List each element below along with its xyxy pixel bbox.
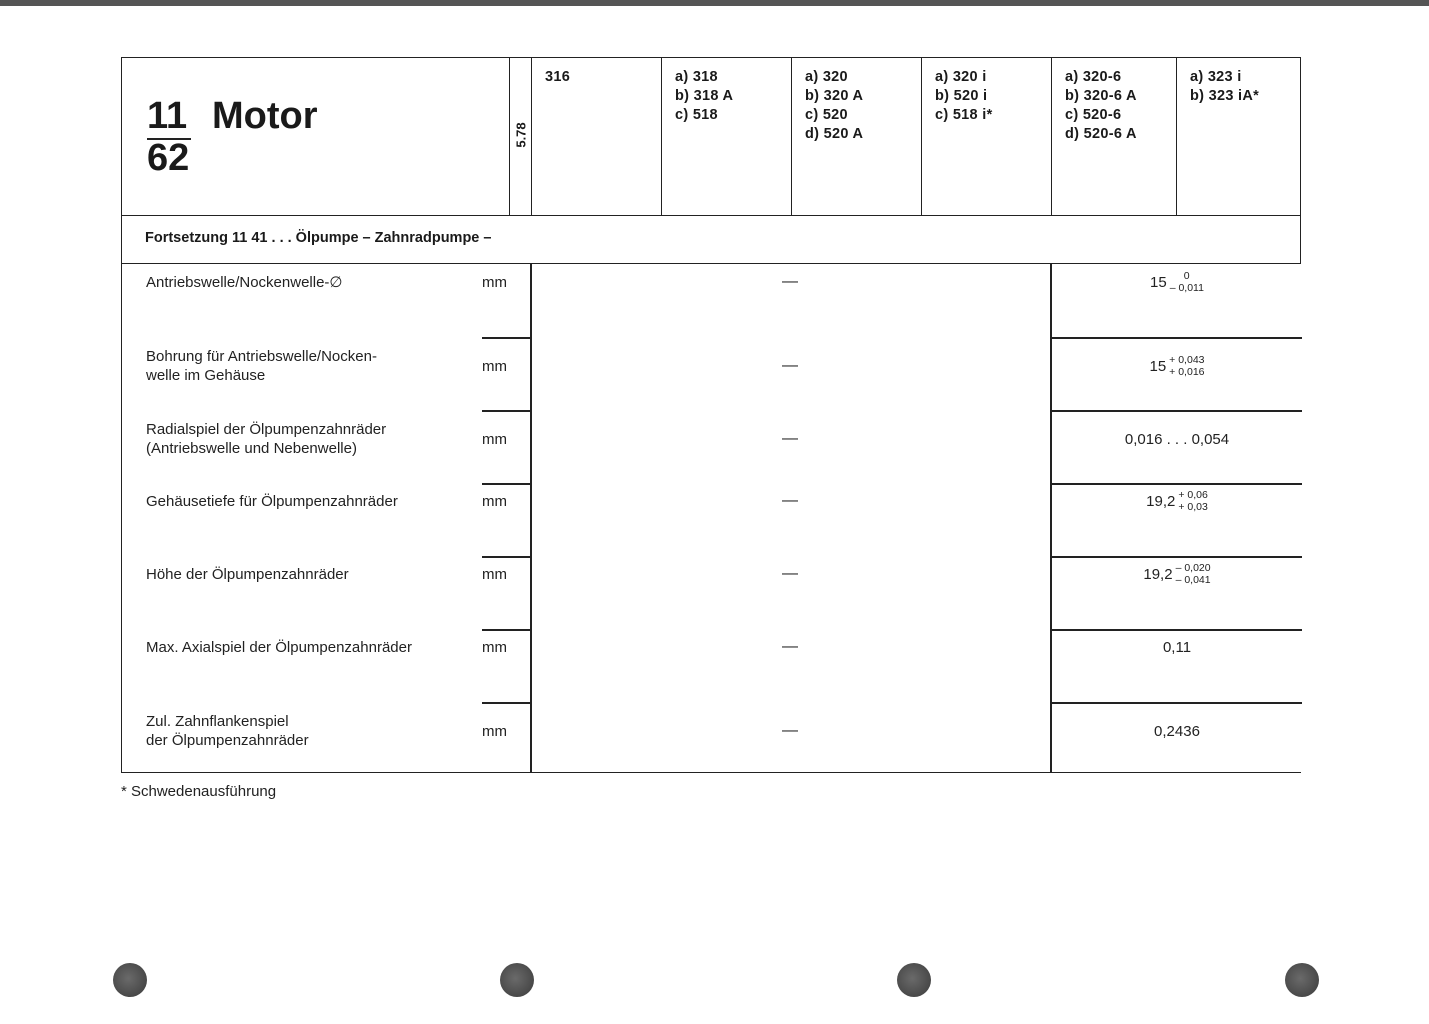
- not-applicable-dash: —: [782, 722, 798, 739]
- model-label: a) 318: [675, 69, 718, 85]
- model-label: a) 320 i: [935, 69, 987, 85]
- spec-value: [1052, 556, 1302, 592]
- table-row: [122, 556, 1302, 629]
- model-label: b) 320 A: [805, 88, 864, 104]
- parameter-line: Höhe der Ölpumpenzahnräder: [146, 566, 349, 583]
- row-separator: [482, 410, 531, 412]
- row-separator: [1050, 702, 1302, 704]
- table-row: [122, 337, 1302, 410]
- model-label: a) 320-6: [1065, 69, 1122, 85]
- parameter-line: Gehäusetiefe für Ölpumpenzahnräder: [146, 493, 398, 510]
- nominal-value: 0,2436: [1154, 722, 1200, 740]
- not-applicable-dash: —: [782, 357, 798, 374]
- table-row: [122, 264, 1302, 337]
- model-column: [1177, 58, 1300, 216]
- not-applicable-dash: —: [782, 273, 798, 290]
- tolerance-upper: 0: [1183, 270, 1190, 282]
- parameter-line: (Antriebswelle und Nebenwelle): [146, 440, 357, 457]
- parameter-label: [146, 273, 342, 292]
- tolerance: [1170, 270, 1204, 294]
- parameter-line: Zul. Zahnflankenspiel: [146, 713, 289, 730]
- parameter-line: Bohrung für Antriebswelle/Nocken-: [146, 348, 377, 365]
- binder-hole: [1285, 963, 1319, 997]
- row-separator: [482, 702, 531, 704]
- table-row: [122, 410, 1302, 483]
- parameter-line: welle im Gehäuse: [146, 367, 266, 384]
- header-box: [121, 57, 1301, 215]
- nominal-value: 19,2: [1146, 492, 1176, 510]
- model-label: b) 323 iA*: [1190, 88, 1260, 104]
- tolerance: [1176, 562, 1211, 586]
- model-label: d) 520-6 A: [1065, 126, 1137, 142]
- parameter-line: der Ölpumpenzahnräder: [146, 732, 309, 749]
- tolerance-lower: + 0,016: [1169, 366, 1205, 378]
- parameter-label: [146, 420, 386, 458]
- model-label: b) 520 i: [935, 88, 988, 104]
- model-label: c) 518 i*: [935, 107, 993, 123]
- unit-label: mm: [482, 723, 507, 740]
- unit-label: mm: [482, 358, 507, 375]
- model-label: 316: [545, 69, 571, 85]
- model-column: [792, 58, 922, 216]
- model-label: c) 518: [675, 107, 718, 123]
- unit-label: mm: [482, 639, 507, 656]
- not-applicable-dash: —: [782, 430, 798, 447]
- model-label: c) 520-6: [1065, 107, 1122, 123]
- tolerance-lower: – 0,011: [1169, 282, 1204, 294]
- date-code: 5.78: [513, 122, 528, 148]
- row-separator: [482, 556, 531, 558]
- row-separator: [1050, 410, 1302, 412]
- model-label: b) 320-6 A: [1065, 88, 1137, 104]
- model-label: c) 520: [805, 107, 848, 123]
- section-subtitle: Fortsetzung 11 41 . . . Ölpumpe – Zahnradpumpe –: [145, 230, 492, 246]
- not-applicable-dash: —: [782, 638, 798, 655]
- page-top-edge: [0, 0, 1429, 6]
- spec-value: [1052, 421, 1302, 457]
- parameter-line: Radialspiel der Ölpumpenzahnräder: [146, 421, 387, 438]
- subtitle-row: [121, 215, 1301, 264]
- unit-label: mm: [482, 431, 507, 448]
- table-row: [122, 483, 1302, 556]
- section-number: 11: [147, 96, 191, 140]
- model-label: a) 323 i: [1190, 69, 1242, 85]
- tolerance-lower: – 0,041: [1175, 574, 1211, 586]
- data-table: [121, 264, 1301, 773]
- tolerance: [1169, 354, 1204, 378]
- model-label: b) 318 A: [675, 88, 734, 104]
- spec-value: [1052, 483, 1302, 519]
- spec-value: [1052, 264, 1302, 300]
- unit-label: mm: [482, 493, 507, 510]
- model-column: [532, 58, 662, 216]
- table-row: [122, 702, 1302, 775]
- table-row: [122, 629, 1302, 702]
- spec-value: [1052, 348, 1302, 384]
- page-title: Motor: [212, 95, 318, 137]
- model-column: [662, 58, 792, 216]
- binder-hole: [897, 963, 931, 997]
- model-column: [1052, 58, 1177, 216]
- tolerance-upper: + 0,06: [1178, 489, 1208, 501]
- nominal-value: 19,2: [1143, 565, 1173, 583]
- footnote: * Schwedenausführung: [121, 783, 277, 800]
- not-applicable-dash: —: [782, 565, 798, 582]
- tolerance: [1178, 489, 1208, 513]
- binder-hole: [500, 963, 534, 997]
- unit-label: mm: [482, 566, 507, 583]
- tolerance-upper: + 0,043: [1169, 354, 1205, 366]
- row-separator: [482, 337, 531, 339]
- parameter-label: [146, 347, 377, 385]
- nominal-value: 0,016 . . . 0,054: [1124, 430, 1230, 448]
- parameter-label: [146, 638, 412, 657]
- nominal-value: 15: [1150, 273, 1167, 291]
- model-label: a) 320: [805, 69, 848, 85]
- model-column: [922, 58, 1052, 216]
- parameter-label: [146, 712, 309, 750]
- tolerance-lower: + 0,03: [1178, 501, 1208, 513]
- parameter-line: Max. Axialspiel der Ölpumpenzahnräder: [146, 639, 412, 656]
- spec-value: [1052, 629, 1302, 665]
- date-column: [509, 58, 532, 216]
- row-separator: [482, 483, 531, 485]
- tolerance-upper: – 0,020: [1175, 562, 1211, 574]
- unit-label: mm: [482, 274, 507, 291]
- row-separator: [1050, 337, 1302, 339]
- subsection-number: 62: [147, 137, 190, 179]
- not-applicable-dash: —: [782, 492, 798, 509]
- spec-value: [1052, 713, 1302, 749]
- binder-hole: [113, 963, 147, 997]
- parameter-line: Antriebswelle/Nockenwelle-∅: [146, 274, 343, 291]
- row-separator: [482, 629, 531, 631]
- parameter-label: [146, 492, 398, 511]
- title-area: [122, 58, 509, 216]
- model-label: d) 520 A: [805, 126, 864, 142]
- nominal-value: 15: [1149, 357, 1167, 375]
- nominal-value: 0,11: [1162, 638, 1192, 656]
- parameter-label: [146, 565, 349, 584]
